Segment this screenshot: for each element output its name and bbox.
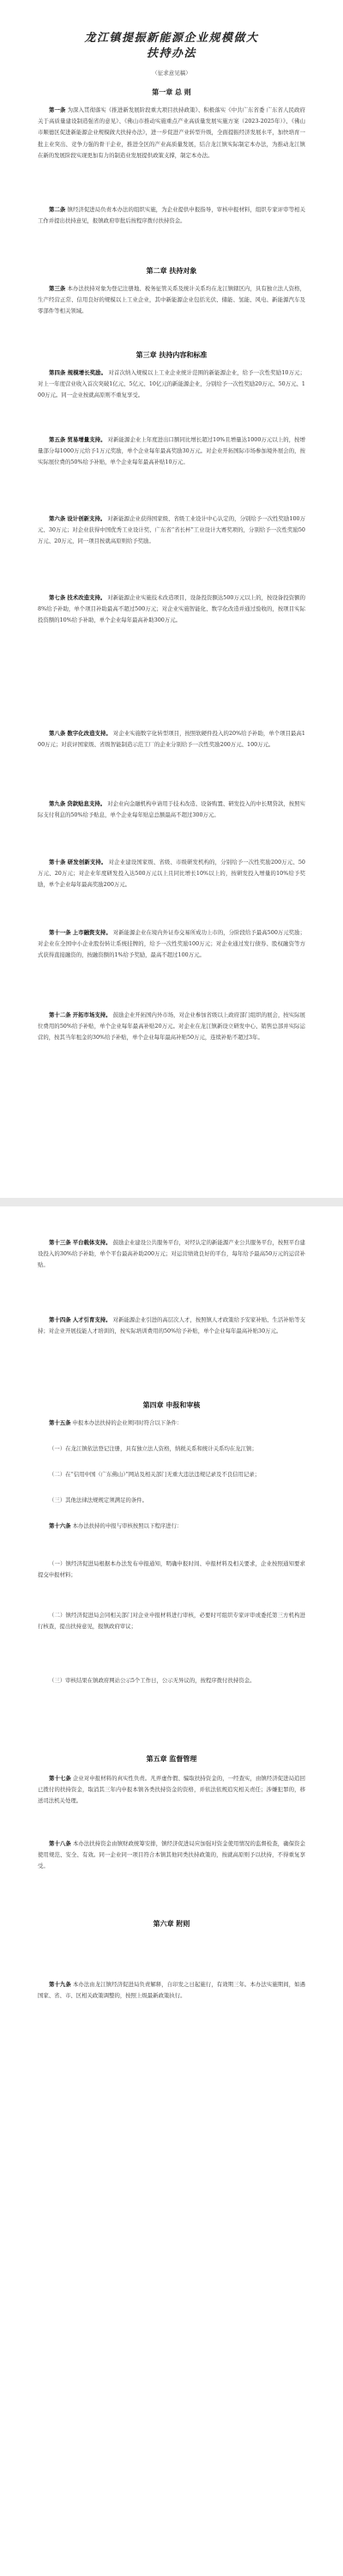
article-1-text: 为深入贯彻落实《推进新发展阶段重大项目扶持政策》、积极落实《中共广东省委 广东省人民政府关于高质量建设制造强省的意见》、《佛山市推动实施重点产业高质量发展实施方案（2023-2025年）》、《佛山市顺德区促进新能源企业规模做大扶持办法》，进一步促进产业转型升级，全面提振经济发展水平，加快培育一批主业突出、竞争力强的骨干企业，推进全区的产业高质量发展，结合龙江镇实际制定本办法，为推动龙江镇在新的发展阶段实现更加有力的制造业发展提供政策支撑，制定本办法。 xyxy=(38,106,305,159)
article-18-text: 本办法扶持资金由镇财政统筹安排，镇经济促进局应加强对资金使用情况的监督检查，确保资金使用规范、安全、有效。同一企业同一项目符合本镇其他同类扶持政策的，按就高原则予以扶持，不得重复享受。 xyxy=(38,1840,306,1870)
document-subtitle: （征求意见稿） xyxy=(152,70,191,76)
article-17-number: 第十七条 xyxy=(49,1775,71,1782)
article-2 xyxy=(38,204,305,227)
chapter-heading-3: 第三章 扶持内容和标准 xyxy=(135,350,208,359)
article-10 xyxy=(38,857,305,891)
article-4-title: 规模增长奖励。 xyxy=(67,369,107,376)
article-15-item-1: （一）在龙江镇依法登记注册，具有独立法人资格，纳税关系和统计关系均在龙江镇； xyxy=(49,1445,257,1452)
article-13-number: 第十三条 xyxy=(49,1239,71,1246)
chapter-heading-4: 第四章 申报和审核 xyxy=(142,1400,201,1409)
article-18 xyxy=(38,1838,305,1873)
article-8-number: 第八条 xyxy=(49,730,66,737)
article-7-text: 对新能源企业实施技术改造项目，设备投资额达500万元以上的，按设备投资额的8%给予补助，单个项目补助最高不超过500万元；对企业实施智能化、数字化改造并通过验收的，按项目实际投资额的10%给予补助，单个企业每年最高补助300万元。 xyxy=(38,594,306,624)
article-11-title: 上市融资支持。 xyxy=(72,929,111,936)
article-11-text: 对新能源企业在境内外证券交易所成功上市的，分阶段给予最高500万元奖励；对企业在全国中小企业股份转让系统挂牌的，给予一次性奖励100万元；对企业通过发行债券、股权融资等方式获得直接融资的，按融资额的1%给予奖励，最高不超过100万元。 xyxy=(38,929,306,959)
article-12-title: 开拓市场支持。 xyxy=(72,1012,111,1018)
article-1-number: 第一条 xyxy=(49,106,66,113)
article-11-number: 第十一条 xyxy=(49,929,71,936)
article-15-number: 第十五条 xyxy=(49,1419,71,1426)
article-4 xyxy=(38,368,305,402)
article-2-number: 第二条 xyxy=(49,206,66,213)
article-13-title: 平台载体支持。 xyxy=(72,1239,111,1246)
article-16-item-1: （一）镇经济促进局根据本办法发布申报通知，明确申报时间、申报材料及相关要求，企业按照通知要求提交申报材料； xyxy=(38,1560,305,1579)
article-5 xyxy=(38,434,305,469)
article-13 xyxy=(38,1237,305,1272)
article-16 xyxy=(38,1521,305,1532)
document-title xyxy=(0,31,343,62)
article-6-number: 第六条 xyxy=(49,515,66,522)
article-15-text: 申报本办法扶持的企业须同时符合以下条件： xyxy=(72,1419,183,1426)
title-line-1: 龙江镇提振新能源企业规模做大 xyxy=(84,32,259,45)
article-15 xyxy=(38,1418,305,1429)
article-14-number: 第十四条 xyxy=(49,1316,71,1323)
article-9-number: 第九条 xyxy=(49,800,66,807)
article-17 xyxy=(38,1773,305,1807)
article-6-text: 对新能源企业获得国家级、省级工业设计中心认定的，分别给予一次性奖励100万元、30万元；对企业获得中国优秀工业设计奖、广东省“省长杯”工业设计大赛奖项的，分别给予一次性奖励50万元、20万元，同一项目按就高原则给予奖励。 xyxy=(38,515,306,545)
article-4-number: 第四条 xyxy=(49,369,66,376)
chapter-heading-5: 第五章 监督管理 xyxy=(146,1754,197,1763)
article-16-number: 第十六条 xyxy=(49,1522,71,1529)
article-11 xyxy=(38,927,305,962)
article-8 xyxy=(38,728,305,750)
document-page-1 xyxy=(0,0,343,1198)
article-19-text: 本办法由龙江镇经济促进局负责解释，自印发之日起施行，有效期三年。本办法实施期间，如遇国家、省、市、区相关政策调整的，按照上级最新政策执行。 xyxy=(38,1981,306,2000)
article-10-title: 研发创新支持。 xyxy=(67,859,107,866)
article-9-title: 贷款贴息支持。 xyxy=(67,800,106,807)
article-19 xyxy=(38,1979,305,2002)
article-5-number: 第五条 xyxy=(49,436,66,443)
article-5-text: 对新能源企业上年度进出口额同比增长超过10%且增量达1000万元以上的，按增量部分每1000万元给予1万元奖励，单个企业每年最高奖励30万元。对企业开拓国际市场参加境外展会的，按实际展位费的50%给予补贴，单个企业每年最高补贴10万元。 xyxy=(38,436,305,466)
article-16-text: 本办法扶持的申报与审核按照以下程序进行： xyxy=(72,1522,183,1529)
article-10-number: 第十条 xyxy=(49,859,66,866)
article-3 xyxy=(38,283,305,318)
chapter-heading-2: 第二章 扶持对象 xyxy=(146,266,197,275)
article-10-text: 对企业建设国家级、省级、市级研发机构的，分别给予一次性奖励200万元、50万元、20万元；对企业年度研发投入达500万元以上且同比增长10%以上的，按研发投入增量的10%给予奖励，单个企业每年最高奖励200万元。 xyxy=(38,859,305,889)
article-7 xyxy=(38,592,305,627)
article-12-number: 第十二条 xyxy=(49,1012,71,1018)
article-8-title: 数字化改造支持。 xyxy=(67,730,111,737)
article-5-title: 贸易增量支持。 xyxy=(67,436,106,443)
article-19-number: 第十九条 xyxy=(49,1981,71,1988)
article-6 xyxy=(38,513,305,548)
chapter-heading-6: 第六章 附则 xyxy=(153,1919,190,1928)
article-1 xyxy=(38,105,305,161)
article-14 xyxy=(38,1315,305,1337)
title-line-2: 扶持办法 xyxy=(146,47,196,60)
article-14-title: 人才引育支持。 xyxy=(72,1316,111,1323)
article-12-text: 鼓励企业开拓国内外市场，对企业参加省级以上政府部门组织的展会，按实际展位费用的50%给予补贴，单个企业每年最高补贴20万元。对企业在龙江镇新设立研发中心、销售总部并实际运营的，按其当年租金的30%给予补贴，单个企业每年最高补贴50万元，连续补贴不超过3年。 xyxy=(38,1012,306,1042)
article-16-item-3: （三）审核结果在镇政府网站公示5个工作日，公示无异议的，按程序拨付扶持资金。 xyxy=(49,1677,256,1684)
article-7-number: 第七条 xyxy=(49,594,66,601)
article-3-number: 第三条 xyxy=(49,285,66,292)
article-12 xyxy=(38,1010,305,1044)
article-18-number: 第十八条 xyxy=(49,1840,71,1847)
article-6-title: 设计创新支持。 xyxy=(67,515,106,522)
article-2-text: 镇经济促进局负责本办法的组织实施，为企业提供申报指导，审核申报材料，组织专家评审等相关工作并提出扶持意见，报镇政府审批后按程序拨付扶持资金。 xyxy=(38,206,306,225)
article-16-item-2: （二）镇经济促进局会同相关部门对企业申报材料进行审核，必要时可组织专家评审或委托第三方机构进行核查，提出扶持意见，报镇政府审议； xyxy=(38,1612,305,1631)
document-page-2 xyxy=(0,1206,343,2576)
article-17-text: 企业对申报材料的真实性负责。凡弄虚作假、骗取扶持资金的，一经查实，由镇经济促进局追回已拨付的扶持资金，取消其三年内申报本镇各类扶持资金的资格，并依法依规追究相关责任；涉嫌犯罪的，移送司法机关处理。 xyxy=(38,1775,306,1805)
article-15-item-2: （二）在“信用中国（广东佛山）”网站及相关部门无重大违法违规记录及不良信用记录； xyxy=(49,1471,261,1478)
article-7-title: 技术改造支持。 xyxy=(67,594,106,601)
article-9 xyxy=(38,799,305,821)
article-14-text: 对新能源企业引进的高层次人才，按照镇人才政策给予安家补贴、生活补贴等支持；对企业开展技能人才培训的，按实际培训费用的50%给予补贴，单个企业每年最高补贴30万元。 xyxy=(38,1316,306,1335)
chapter-heading-1: 第一章 总 则 xyxy=(152,88,191,96)
article-15-item-3: （三）其他法律法规规定须满足的条件。 xyxy=(49,1497,148,1504)
article-8-text: 对企业实施数字化转型项目，按照软硬件投入的20%给予补助，单个项目最高100万元；对获评国家级、省级智能制造示范工厂的企业分别给予一次性奖励200万元、100万元。 xyxy=(38,730,305,749)
page-gap xyxy=(0,1198,343,1206)
article-9-text: 对企业向金融机构申请用于技术改造、设备购置、研发投入的中长期贷款，按照实际支付利息的50%给予贴息，单个企业每年贴息总额最高不超过300万元。 xyxy=(38,800,305,819)
article-13-text: 鼓励企业建设公共服务平台，对经认定的新能源产业公共服务平台，按照平台建设投入的30%给予补助，单个平台最高补助200万元；对运营绩效良好的平台，每年给予最高50万元的运营补贴。 xyxy=(38,1239,306,1269)
article-4-text: 对首次纳入规模以上工业企业统计范围的新能源企业，给予一次性奖励10万元；对上一年度营业收入首次突破1亿元、5亿元、10亿元的新能源企业，分别给予一次性奖励20万元、50万元、100万元。同一企业按就高原则不重复享受。 xyxy=(38,369,305,399)
article-3-text: 本办法扶持对象为登记注册地、税务征管关系及统计关系均在龙江镇辖区内，具有独立法人资格，生产经营正常、信用良好的规模以上工业企业，其中新能源企业包括光伏、储能、氢能、风电、新能源汽车及零部件等相关领域。 xyxy=(38,285,306,315)
